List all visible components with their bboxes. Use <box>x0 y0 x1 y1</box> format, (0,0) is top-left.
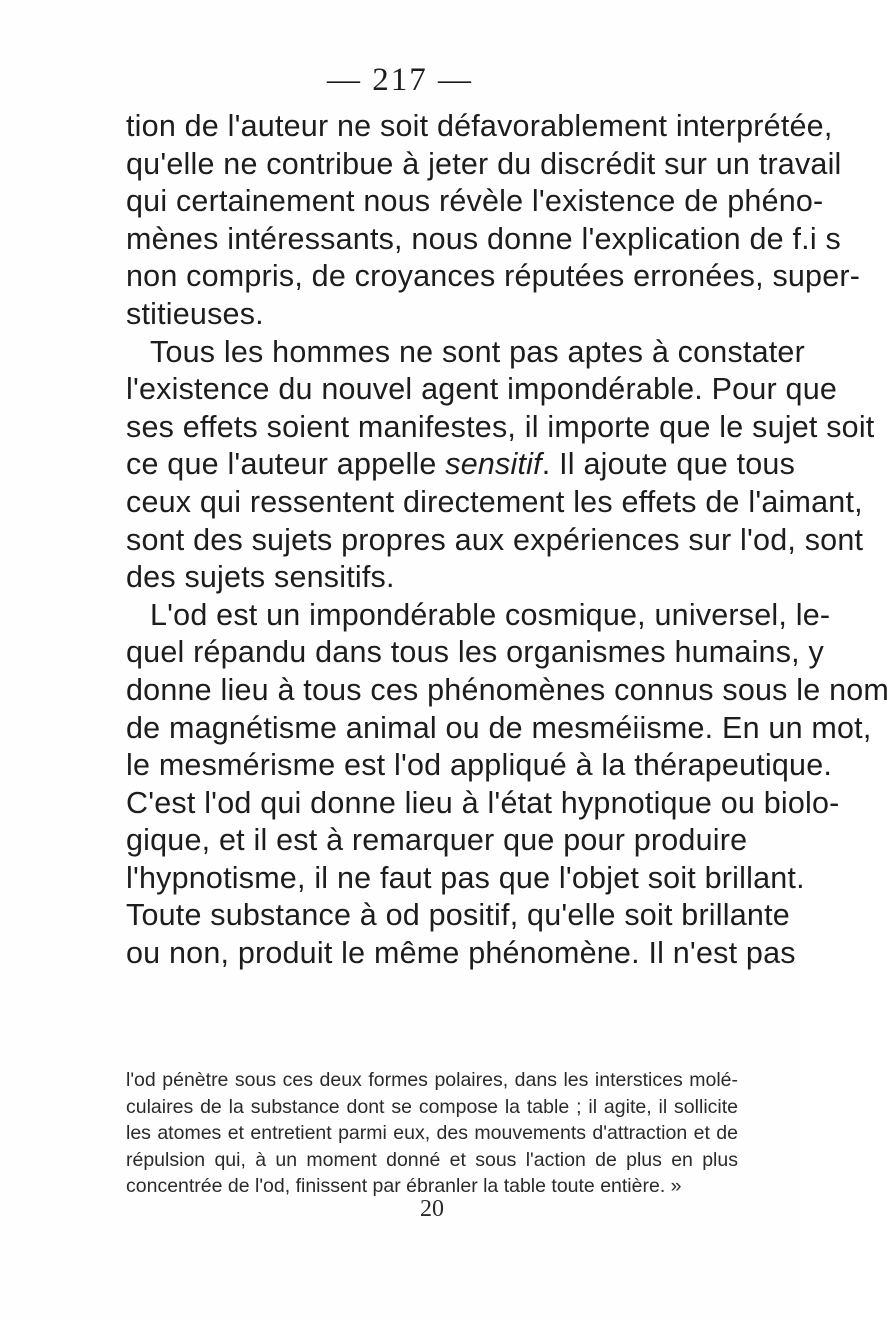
text-line: donne lieu à tous ces phénomènes connus sous le nom <box>126 672 889 707</box>
footnote-line: culaires de la substance dont se compose la table ; il agite, il sollicite <box>126 1095 738 1118</box>
text-line: ou non, produit le même phénomène. Il n'est pas <box>126 936 796 971</box>
text-line: l'hypnotisme, il ne faut pas que l'objet soit brillant. <box>126 860 805 895</box>
text-line: tion de l'auteur ne soit défavorablement interprétée, <box>126 109 833 143</box>
page-number: — 217 — <box>327 62 473 98</box>
text-line: mènes intéressants, nous donne l'explication de f.i s <box>126 221 841 256</box>
footnote-line: répulsion qui, à un moment donné et sous l'action de plus en plus <box>126 1148 738 1171</box>
text-line: gique, et il est à remarquer que pour produire <box>126 823 748 858</box>
footnote-line: concentrée de l'od, finissent par ébranler la table toute entière. » <box>126 1175 682 1197</box>
text-line: qui certainement nous révèle l'existence de phéno- <box>126 184 824 219</box>
text-line: quel répandu dans tous les organismes humains, y <box>126 635 824 670</box>
footnote <box>126 1067 738 1200</box>
text-line: C'est l'od qui donne lieu à l'état hypnotique ou biolo- <box>126 785 840 820</box>
text-line: non compris, de croyances réputées erronées, super- <box>126 259 861 294</box>
text-line: qu'elle ne contribue à jeter du discrédit sur un travail <box>126 146 842 181</box>
text-line: ceux qui ressentent directement les effets de l'aimant, <box>126 484 863 519</box>
emphasized-term: sensitif <box>445 447 542 482</box>
text-line: des sujets sensitifs. <box>126 560 395 595</box>
text-line: de magnétisme animal ou de mesméiisme. En un mot, <box>126 710 872 745</box>
footnote-line: les atomes et entretient parmi eux, des mouvements d'attraction et de <box>126 1122 738 1144</box>
text-line: L'od est un impondérable cosmique, universel, le- <box>150 597 831 632</box>
text-line: l'existence du nouvel agent impondérable. Pour que <box>126 372 838 407</box>
text-line: Toute substance à od positif, qu'elle soit brillante <box>126 898 790 933</box>
text-line: stitieuses. <box>126 296 264 331</box>
text-line: ce que l'auteur appelle sensitif. Il ajoute que tous <box>126 447 796 482</box>
footnote-line: l'od pénètre sous ces deux formes polaires, dans les interstices molé- <box>126 1069 738 1091</box>
signature-mark: 20 <box>420 1196 444 1222</box>
text-line: sont des sujets propres aux expériences sur l'od, sont <box>126 522 864 557</box>
main-text <box>126 108 889 973</box>
text-line: Tous les hommes ne sont pas aptes à constater <box>150 334 805 369</box>
text-line: le mesmérisme est l'od appliqué à la thérapeutique. <box>126 748 833 783</box>
text-line: ses effets soient manifestes, il importe que le sujet soit <box>126 409 875 444</box>
